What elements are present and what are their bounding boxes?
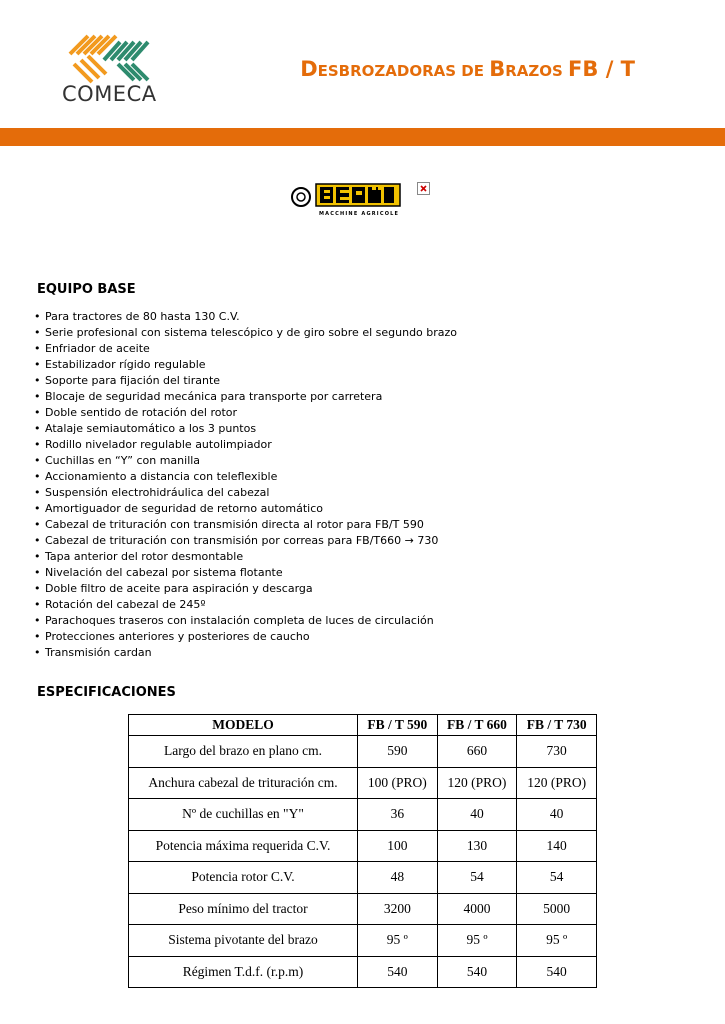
table-cell: 95 º xyxy=(437,925,517,957)
equipo-base-heading: EQUIPO BASE xyxy=(37,282,136,297)
spec-table xyxy=(128,714,597,988)
table-cell: 95 º xyxy=(517,925,597,957)
row-label: Anchura cabezal de trituración cm. xyxy=(129,767,358,799)
list-item: • Rotación del cabezal de 245º xyxy=(33,597,457,613)
table-row xyxy=(129,862,597,894)
table-cell: 730 xyxy=(517,736,597,768)
table-cell: 120 (PRO) xyxy=(437,767,517,799)
list-item: • Tapa anterior del rotor desmontable xyxy=(33,549,457,565)
table-row xyxy=(129,956,597,988)
list-item: • Estabilizador rígido regulable xyxy=(33,357,457,373)
table-cell: 540 xyxy=(358,956,438,988)
list-item: • Amortiguador de seguridad de retorno automático xyxy=(33,501,457,517)
row-label: Régimen T.d.f. (r.p.m) xyxy=(129,956,358,988)
svg-text:MACCHINE AGRICOLE: MACCHINE AGRICOLE xyxy=(319,211,400,217)
row-label: Potencia rotor C.V. xyxy=(129,862,358,894)
table-cell: 120 (PRO) xyxy=(517,767,597,799)
table-cell: 3200 xyxy=(358,893,438,925)
berti-logo xyxy=(290,180,405,218)
title-part: B xyxy=(489,57,506,81)
table-cell: 590 xyxy=(358,736,438,768)
column-header: FB / T 730 xyxy=(517,715,597,736)
table-cell: 95 º xyxy=(358,925,438,957)
table-row xyxy=(129,767,597,799)
title-part: RAZOS xyxy=(505,62,569,80)
equipo-base-list xyxy=(33,309,457,661)
table-cell: 54 xyxy=(437,862,517,894)
list-item: • Protecciones anteriores y posteriores de caucho xyxy=(33,629,457,645)
list-item: • Suspensión electrohidráulica del cabezal xyxy=(33,485,457,501)
table-cell: 540 xyxy=(437,956,517,988)
list-item: • Transmisión cardan xyxy=(33,645,457,661)
table-cell: 130 xyxy=(437,830,517,862)
table-cell: 540 xyxy=(517,956,597,988)
list-item: • Nivelación del cabezal por sistema flotante xyxy=(33,565,457,581)
column-header: FB / T 660 xyxy=(437,715,517,736)
table-cell: 54 xyxy=(517,862,597,894)
row-label: Potencia máxima requerida C.V. xyxy=(129,830,358,862)
list-item: • Rodillo nivelador regulable autolimpiador xyxy=(33,437,457,453)
list-item: • Accionamiento a distancia con teleflexible xyxy=(33,469,457,485)
table-cell: 48 xyxy=(358,862,438,894)
list-item: • Para tractores de 80 hasta 130 C.V. xyxy=(33,309,457,325)
table-cell: 5000 xyxy=(517,893,597,925)
list-item: • Cabezal de trituración con transmisión por correas para FB/T660 → 730 xyxy=(33,533,457,549)
especificaciones-heading: ESPECIFICACIONES xyxy=(37,685,176,700)
row-label: Largo del brazo en plano cm. xyxy=(129,736,358,768)
list-item: • Blocaje de seguridad mecánica para transporte por carretera xyxy=(33,389,457,405)
table-row xyxy=(129,893,597,925)
header-divider-bar xyxy=(0,128,725,146)
column-header: FB / T 590 xyxy=(358,715,438,736)
table-cell: 4000 xyxy=(437,893,517,925)
list-item: • Cuchillas en “Y” con manilla xyxy=(33,453,457,469)
table-cell: 40 xyxy=(517,799,597,831)
list-item: • Serie profesional con sistema telescópico y de giro sobre el segundo brazo xyxy=(33,325,457,341)
table-cell: 100 (PRO) xyxy=(358,767,438,799)
list-item: • Doble filtro de aceite para aspiración y descarga xyxy=(33,581,457,597)
table-cell: 100 xyxy=(358,830,438,862)
table-row xyxy=(129,799,597,831)
spec-header-row xyxy=(129,715,597,736)
list-item: • Atalaje semiautomático a los 3 puntos xyxy=(33,421,457,437)
table-cell: 36 xyxy=(358,799,438,831)
table-cell: 40 xyxy=(437,799,517,831)
title-part: FB / T xyxy=(568,57,635,81)
list-item: • Cabezal de trituración con transmisión directa al rotor para FB/T 590 xyxy=(33,517,457,533)
title-part: D xyxy=(300,57,318,81)
logo-text: COMECA xyxy=(62,82,157,106)
broken-image-icon xyxy=(417,182,430,195)
row-label: Peso mínimo del tractor xyxy=(129,893,358,925)
list-item: • Enfriador de aceite xyxy=(33,341,457,357)
table-row xyxy=(129,830,597,862)
column-header: MODELO xyxy=(129,715,358,736)
title-part: ESBROZADORAS DE xyxy=(317,62,490,80)
page-title xyxy=(300,57,635,81)
table-cell: 660 xyxy=(437,736,517,768)
list-item: • Doble sentido de rotación del rotor xyxy=(33,405,457,421)
list-item: • Parachoques traseros con instalación completa de luces de circulación xyxy=(33,613,457,629)
table-cell: 140 xyxy=(517,830,597,862)
table-row xyxy=(129,925,597,957)
row-label: Nº de cuchillas en "Y" xyxy=(129,799,358,831)
list-item: • Soporte para fijación del tirante xyxy=(33,373,457,389)
table-row xyxy=(129,736,597,768)
row-label: Sistema pivotante del brazo xyxy=(129,925,358,957)
